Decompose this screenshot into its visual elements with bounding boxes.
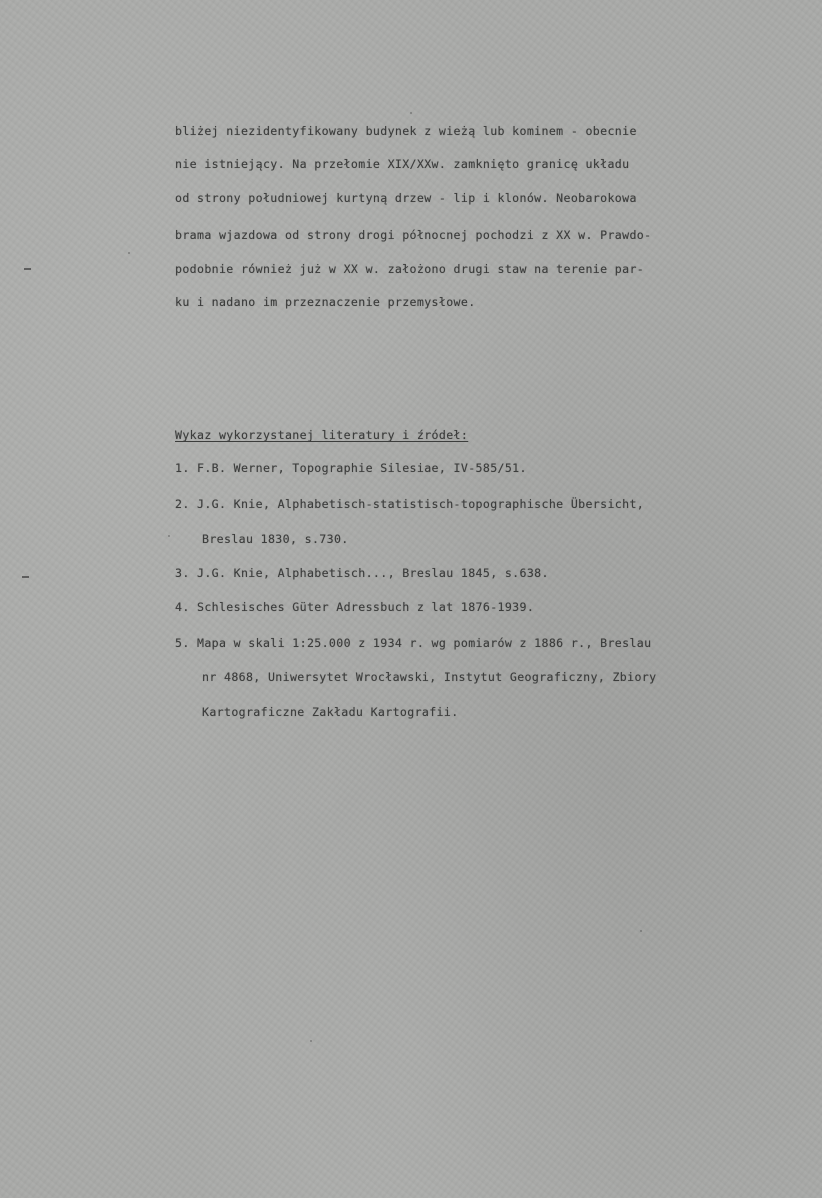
bibliography-line: Kartograficzne Zakładu Kartografii. <box>202 705 459 719</box>
paragraph-line: ku i nadano im przeznaczenie przemysłowe. <box>175 295 476 309</box>
bibliography-line: 4. Schlesisches Güter Adressbuch z lat 1876-1939. <box>175 600 535 614</box>
bibliography-line: 2. J.G. Knie, Alphabetisch-statistisch-topographische Übersicht, <box>175 497 645 511</box>
paper-speck <box>168 535 170 537</box>
paper-speck <box>640 930 642 932</box>
bibliography-title: Wykaz wykorzystanej literatury i źródeł: <box>175 428 469 442</box>
bibliography-line: nr 4868, Uniwersytet Wrocławski, Instytut Geograficzny, Zbiory <box>202 670 657 684</box>
bibliography-line: Breslau 1830, s.730. <box>202 532 349 546</box>
bibliography-line: 3. J.G. Knie, Alphabetisch..., Breslau 1845, s.638. <box>175 566 549 580</box>
bibliography-line: 1. F.B. Werner, Topographie Silesiae, IV-585/51. <box>175 461 527 475</box>
paper-speck <box>410 112 412 114</box>
paper-speck <box>310 1040 312 1042</box>
paragraph-line: bliżej niezidentyfikowany budynek z wieżą lub kominem - obecnie <box>175 124 637 138</box>
paragraph-line: brama wjazdowa od strony drogi północnej pochodzi z XX w. Prawdo- <box>175 228 652 242</box>
paragraph-line: nie istniejący. Na przełomie XIX/XXw. zamknięto granicę układu <box>175 157 630 171</box>
margin-mark <box>24 268 31 270</box>
margin-mark <box>22 576 29 578</box>
paragraph-line: podobnie również już w XX w. założono drugi staw na terenie par- <box>175 262 645 276</box>
paper-speck <box>128 252 130 254</box>
paragraph-line: od strony południowej kurtyną drzew - lip i klonów. Neobarokowa <box>175 191 637 205</box>
bibliography-line: 5. Mapa w skali 1:25.000 z 1934 r. wg pomiarów z 1886 r., Breslau <box>175 636 652 650</box>
